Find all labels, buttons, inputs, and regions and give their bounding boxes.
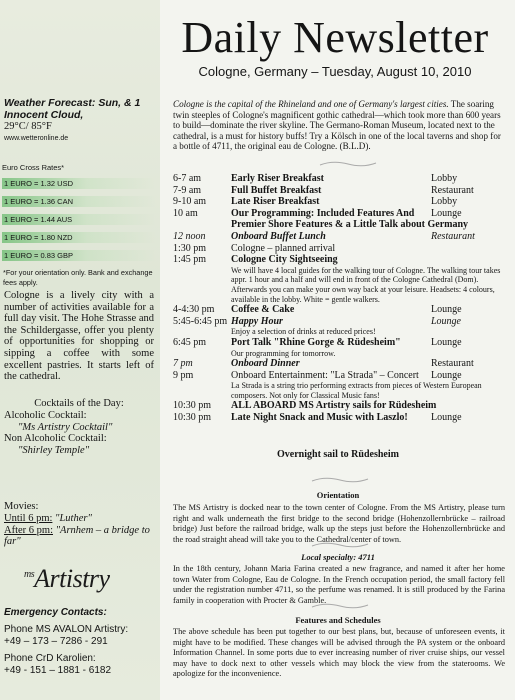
cocktails-title: Cocktails of the Day:	[34, 398, 124, 409]
row-location: Lounge	[431, 315, 461, 327]
row-time: 6:45 pm	[173, 336, 207, 348]
contact-1-label: Phone MS AVALON Artistry:	[4, 624, 129, 636]
schedule-row	[173, 337, 508, 349]
row-time: 4-4:30 pm	[173, 304, 215, 316]
row-location: Lounge	[431, 304, 462, 316]
cocktails-block	[4, 398, 154, 457]
row-event: Full Buffet Breakfast	[231, 184, 322, 196]
specialty-title: Local specialty: 4711	[301, 552, 375, 562]
row-time: 1:30 pm	[173, 242, 207, 254]
movie-1-name: "Luther"	[55, 512, 92, 524]
row-time: 7 pm	[173, 358, 193, 370]
rate-row: 1 EURO = 1.44 AUS	[2, 214, 156, 225]
row-event: Port Talk "Rhine Gorge & Rüdesheim"	[231, 336, 401, 348]
premier-features: Premier Shore Features & a Little Talk about Germany	[231, 219, 469, 231]
row-time: 10:30 pm	[173, 412, 212, 424]
row-event: Coffee & Cake	[231, 304, 295, 316]
sidebar	[0, 0, 160, 700]
logo-prefix: ms	[24, 569, 35, 580]
contacts-title: Emergency Contacts:	[4, 607, 107, 618]
rate-row: 1 EURO = 0.83 GBP	[2, 250, 156, 261]
overnight-notice: Overnight sail to Rüdesheim	[277, 449, 399, 460]
newsletter-title: Daily Newsletter	[181, 13, 489, 62]
rate-row: 1 EURO = 1.36 CAN	[2, 196, 156, 207]
movie-2-name: "Arnhem – a bridge to far"	[4, 524, 150, 548]
schedule-row	[173, 185, 508, 197]
port-talk-description: Our programming for tomorrow.	[231, 348, 336, 358]
movie-2-when: After 6 pm:	[4, 524, 53, 536]
weather-temps: 29°C/ 85°F	[4, 121, 52, 132]
row-time: 1:45 pm	[173, 254, 207, 266]
rate-row: 1 EURO = 1.80 NZD	[2, 232, 156, 243]
row-time: 12 noon	[173, 230, 206, 242]
weather-block	[4, 97, 154, 145]
contact-2-number: +49 - 151 – 1881 - 6182	[4, 664, 112, 676]
movie-1	[4, 513, 154, 525]
row-location: Lounge	[431, 207, 462, 219]
row-time: 10:30 pm	[173, 400, 212, 412]
divider-ornament	[310, 541, 370, 549]
artistry-logo	[24, 564, 110, 594]
alcoholic-name: "Ms Artistry Cocktail"	[18, 421, 113, 433]
row-location: Lobby	[431, 173, 458, 184]
la-strada-description: La Strada is a string trio performing extracts from pieces of Western European composers. Not only for Classical Music fans!	[231, 381, 482, 400]
row-location: Restaurant	[431, 358, 474, 370]
row-event: Late Night Snack and Music with Laszlo!	[231, 412, 408, 424]
row-location: Restaurant	[431, 184, 474, 196]
row-time: 7-9 am	[173, 184, 202, 196]
row-location: Restaurant	[431, 230, 475, 242]
schedule-row	[173, 173, 508, 185]
row-location: Lounge	[431, 369, 462, 381]
schedule-row	[173, 400, 508, 412]
sightseeing-description: We will have 4 local guides for the walking tour of Cologne. The walking tour takes appr. 1 hour and a half and will end in front of the Cologne Cathedral (Dom). Afterwards you can make your own way back at your leisure. Headsets: 4 colours, available in the lobby. White = gentle walkers.	[231, 265, 501, 304]
divider-ornament	[318, 160, 378, 168]
rates-title: Euro Cross Rates*	[2, 163, 65, 172]
contact-1-number: +49 – 173 – 7286 - 291	[4, 635, 108, 647]
schedule-row	[173, 316, 508, 328]
alcoholic-label: Alcoholic Cocktail:	[4, 409, 87, 421]
divider-ornament	[310, 476, 370, 484]
row-event: Our Programming: Included Features And	[231, 207, 415, 219]
contact-2-label: Phone CrD Karolien:	[4, 653, 96, 665]
row-time: 9-10 am	[173, 196, 207, 208]
row-event: Cologne City Sightseeing	[231, 254, 338, 266]
row-event: Onboard Entertainment: "La Strada" – Concert	[231, 369, 419, 381]
orientation-title: Orientation	[316, 490, 360, 500]
intro-italic: Cologne is the capital of the Rhineland and one of Germany's largest cities.	[173, 99, 449, 109]
newsletter-subtitle: Cologne, Germany – Tuesday, August 10, 2010	[198, 64, 472, 79]
city-intro	[173, 99, 505, 152]
intro-rest: The soaring twin steeples of Cologne's magnificent gothic cathedral—which took more than 600 years to build—dominate the river skyline. The Germano-Roman Museum, located next to the cathedral, is a must for history buffs! Try a Kölsch in one of the local taverns and shop for a bottle of 4711, the original eau de Cologne. (B.L.D).	[173, 99, 501, 152]
specialty-body: In the 18th century, Johann Maria Farina created a new fragrance, and named it after her home town Water from Cologne, Eau de Cologne. In the French occupation period, the small factory fell under the registration number 4711, so the perfume was renamed. It is still produced by the Farina family in cooperation with Procter & Gamble.	[173, 564, 505, 605]
row-time: 10 am	[173, 207, 198, 219]
row-time: 5:45-6:45 pm	[173, 315, 228, 327]
row-event: Onboard Buffet Lunch	[231, 230, 326, 242]
features-body: The above schedule has been put together to our best plans, but, because of unforeseen events, it might have to be modified. These changes will be advised through the PA system or the onboard Information Channel. In some ports due to ever increasing number of river cruise ships, our vessel may have to dock next to other vessels which may block the view from the staterooms. We apologize for the inconvenience.	[173, 627, 505, 678]
row-event: Early Riser Breakfast	[231, 173, 324, 184]
happy-hour-description: Enjoy a selection of drinks at reduced prices!	[231, 327, 376, 337]
schedule-row	[173, 370, 508, 382]
schedule-row	[173, 243, 508, 255]
weather-site: www.wetteronline.de	[4, 135, 69, 142]
movie-1-when: Until 6 pm:	[4, 512, 53, 524]
sidebar-intro: Cologne is a lively city with a number of activities available for a full day visit. The Hohe Strasse and the Schildergasse, offer you plenty of opportunities for shopping or sipping a coffee with some excellent pastries. It starts left of the cathedral.	[4, 290, 154, 383]
schedule-row	[173, 196, 508, 208]
rate-row: 1 EURO = 1.32 USD	[2, 178, 156, 189]
movies-title: Movies:	[4, 501, 39, 512]
rates-note: *For your orientation only. Bank and exchange fees apply.	[3, 268, 153, 287]
logo-name: Artistry	[34, 564, 110, 593]
non-alcoholic-label: Non Alcoholic Cocktail:	[4, 433, 107, 445]
schedule-row	[173, 412, 508, 424]
schedule-row	[173, 254, 508, 266]
orientation-body: The MS Artistry is docked near to the town center of Cologne. From the MS Artistry, please turn right and walk underneath the first bridge to the second bridge (Hohenzollernbrücke – railroad bridge) Just before the railroad bridge, walk up the steps just before the Hohenzollernbrücke and the road straight ahead will take you to the Cathedral/center of town.	[173, 503, 505, 544]
row-time: 9 pm	[173, 369, 194, 381]
non-alcoholic-name: "Shirley Temple"	[18, 445, 90, 457]
row-event: Onboard Dinner	[231, 358, 300, 370]
daily-schedule	[173, 173, 508, 424]
emergency-contacts	[4, 607, 154, 676]
features-title: Features and Schedules	[295, 615, 381, 625]
row-location: Lobby	[431, 196, 458, 208]
schedule-row	[173, 358, 508, 370]
divider-ornament	[310, 602, 370, 610]
row-event: Cologne – planned arrival	[231, 242, 336, 254]
schedule-row	[173, 231, 508, 243]
row-time: 6-7 am	[173, 173, 202, 184]
row-event: Happy Hour	[231, 315, 283, 327]
movies-block	[4, 501, 154, 548]
weather-heading: Weather Forecast: Sun, & 1 Innocent Cloud,	[4, 97, 141, 121]
schedule-row	[173, 304, 508, 316]
row-location: Lounge	[431, 412, 462, 424]
euro-rates	[2, 163, 156, 268]
row-event: ALL ABOARD MS Artistry sails for Rüdesheim	[231, 400, 437, 412]
row-location: Lounge	[431, 336, 462, 348]
row-event: Late Riser Breakfast	[231, 196, 320, 208]
schedule-row	[173, 208, 508, 220]
movie-2	[4, 525, 154, 549]
